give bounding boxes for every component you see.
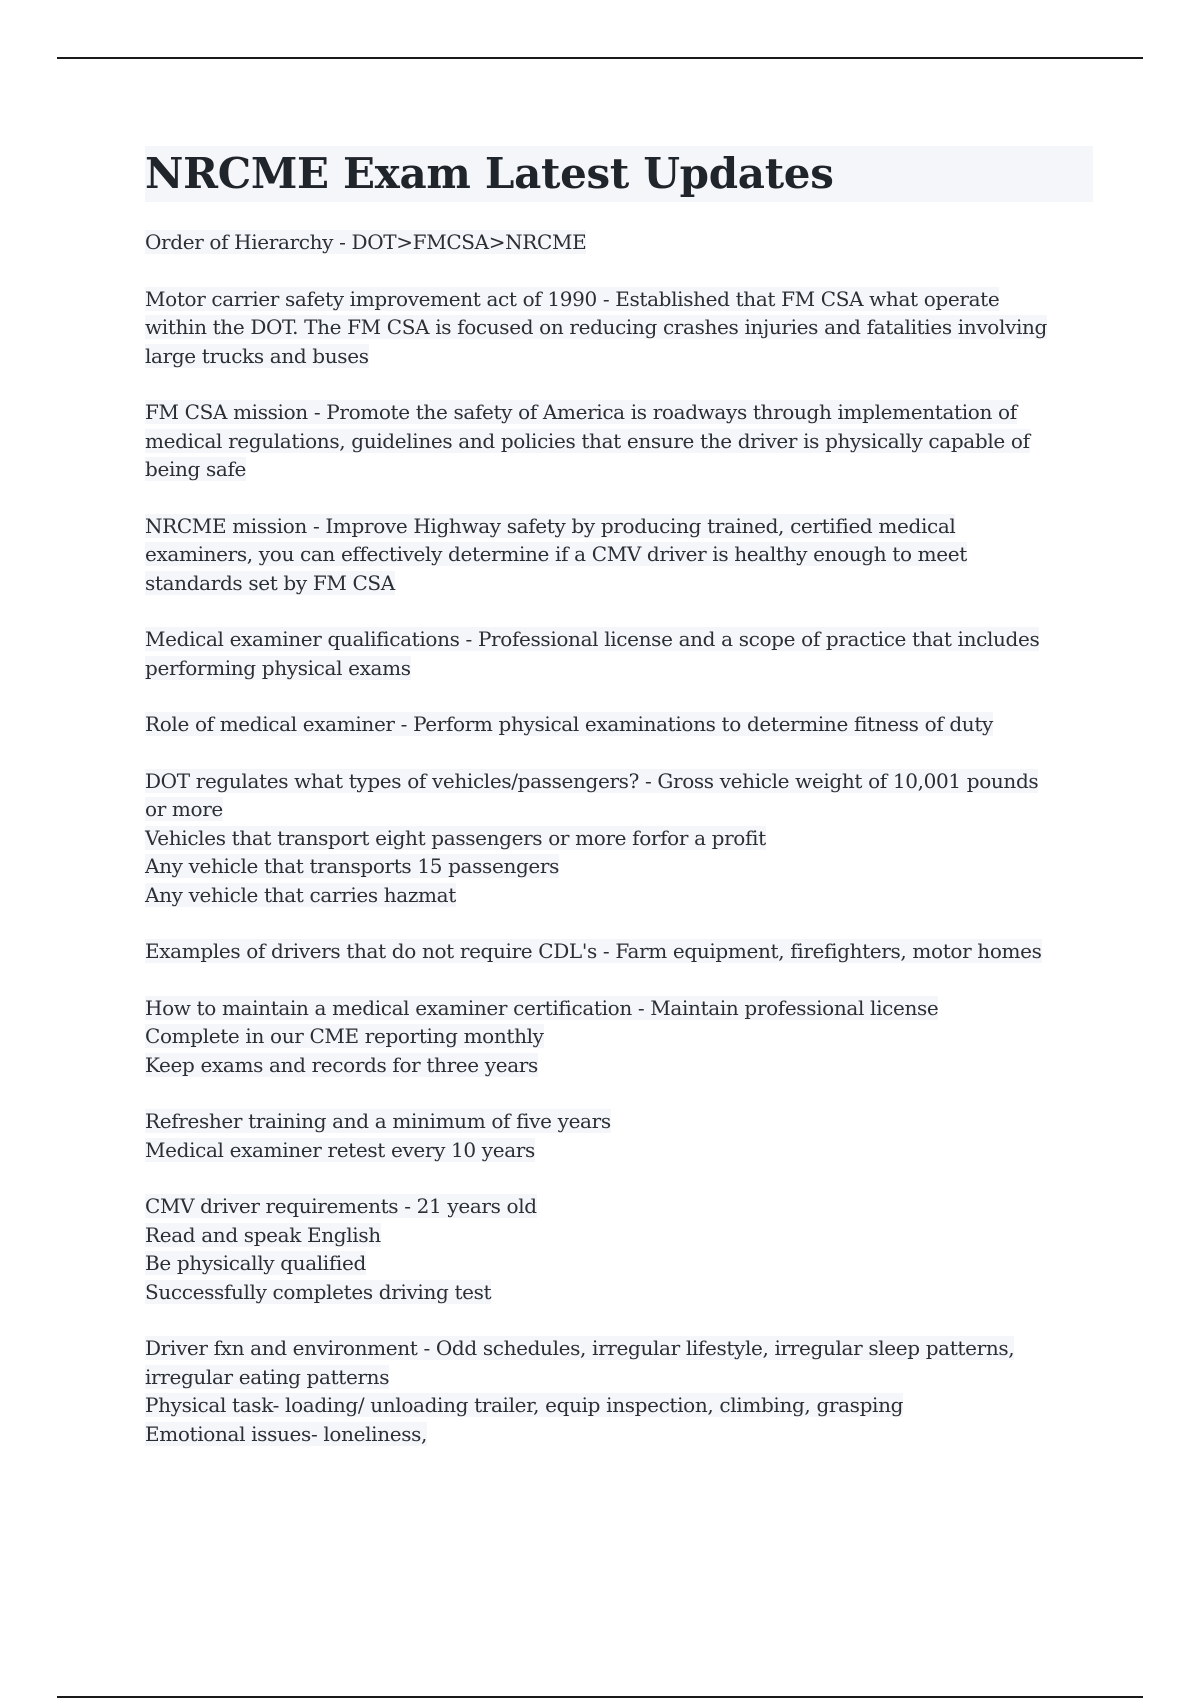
entry-line-text: Read and speak English: [145, 1222, 381, 1247]
entry-line: [145, 1136, 1093, 1165]
entry-line-text: Keep exams and records for three years: [145, 1052, 538, 1077]
entry-line-text: How to maintain a medical examiner certification - Maintain professional license: [145, 995, 939, 1020]
entry-line: [145, 455, 1093, 484]
entry-line: [145, 1420, 1093, 1449]
entry-line-text: large trucks and buses: [145, 343, 369, 368]
entry-line-text: Successfully completes driving test: [145, 1279, 492, 1304]
entry-line-text: examiners, you can effectively determine if a CMV driver is healthy enough to meet: [145, 542, 967, 566]
entry-line: [145, 427, 1093, 456]
entry-line: [145, 1363, 1093, 1392]
entry-line-text: FM CSA mission - Promote the safety of America is roadways through implementation of: [145, 400, 1017, 424]
entry-line: [145, 767, 1093, 796]
entry-paragraph: [145, 625, 1093, 682]
entry-line: [145, 710, 1093, 739]
entry-paragraph: [145, 767, 1093, 910]
entry-line-text: Vehicles that transport eight passengers or more forfor a profit: [145, 825, 766, 850]
entry-line-text: Medical examiner qualifications - Professional license and a scope of practice that includes: [145, 627, 1040, 651]
entry-line: [145, 1022, 1093, 1051]
entry-line: [145, 824, 1093, 853]
top-rule: [57, 57, 1143, 59]
entry-line-text: CMV driver requirements - 21 years old: [145, 1194, 537, 1218]
entry-line: [145, 654, 1093, 683]
entry-line: [145, 1249, 1093, 1278]
document-body: [145, 146, 1093, 1476]
entry-line: [145, 313, 1093, 342]
entry-line: [145, 569, 1093, 598]
entry-paragraph: [145, 710, 1093, 739]
entry-paragraph: [145, 228, 1093, 257]
entry-line: [145, 994, 1093, 1023]
entry-line-text: Driver fxn and environment - Odd schedules, irregular lifestyle, irregular sleep patterns,: [145, 1336, 1015, 1360]
entry-line: [145, 285, 1093, 314]
entry-line-text: within the DOT. The FM CSA is focused on reducing crashes injuries and fatalities involving: [145, 315, 1047, 339]
entry-line: [145, 1334, 1093, 1363]
bottom-rule: [57, 1696, 1143, 1698]
entry-line: [145, 398, 1093, 427]
entry-line-text: Medical examiner retest every 10 years: [145, 1137, 535, 1162]
entry-line: [145, 1051, 1093, 1080]
entry-paragraph: [145, 398, 1093, 484]
entry-line: [145, 1192, 1093, 1221]
entry-line-text: or more: [145, 797, 223, 821]
entry-line: [145, 852, 1093, 881]
entry-line-text: Physical task- loading/ unloading trailer, equip inspection, climbing, grasping: [145, 1393, 904, 1417]
entry-line: [145, 1107, 1093, 1136]
entry-line-text: Emotional issues- loneliness,: [145, 1421, 428, 1446]
entry-line: [145, 881, 1093, 910]
entry-line: [145, 795, 1093, 824]
entry-line: [145, 342, 1093, 371]
title-bar: [145, 146, 1093, 202]
entry-paragraph: [145, 994, 1093, 1080]
entry-paragraph: [145, 1334, 1093, 1448]
entry-line-text: Order of Hierarchy - DOT>FMCSA>NRCME: [145, 230, 587, 254]
entry-line-text: NRCME mission - Improve Highway safety by producing trained, certified medical: [145, 513, 956, 538]
entry-line-text: standards set by FM CSA: [145, 570, 395, 595]
entry-line-text: Complete in our CME reporting monthly: [145, 1024, 544, 1048]
entry-paragraph: [145, 1192, 1093, 1306]
entry-line: [145, 1278, 1093, 1307]
entry-line-text: Examples of drivers that do not require CDL's - Farm equipment, firefighters, motor homes: [145, 939, 1042, 963]
entry-line: [145, 540, 1093, 569]
entry-line-text: Refresher training and a minimum of five years: [145, 1109, 611, 1133]
entry-line: [145, 937, 1093, 966]
entry-line-text: Any vehicle that carries hazmat: [145, 882, 456, 907]
entry-line: [145, 512, 1093, 541]
entry-line: [145, 228, 1093, 257]
entry-line-text: Role of medical examiner - Perform physical examinations to determine fitness of duty: [145, 712, 993, 736]
entry-line: [145, 1221, 1093, 1250]
entry-line-text: medical regulations, guidelines and policies that ensure the driver is physically capable of: [145, 428, 1030, 453]
entry-line-text: irregular eating patterns: [145, 1364, 390, 1389]
entry-line-text: DOT regulates what types of vehicles/passengers? - Gross vehicle weight of 10,001 pounds: [145, 768, 1039, 793]
entry-line-text: Motor carrier safety improvement act of 1990 - Established that FM CSA what operate: [145, 286, 1000, 311]
entry-line-text: Any vehicle that transports 15 passengers: [145, 854, 560, 878]
entry-paragraph: [145, 937, 1093, 966]
entry-line: [145, 1391, 1093, 1420]
entries-list: [145, 228, 1093, 1448]
entry-line-text: Be physically qualified: [145, 1251, 366, 1275]
entry-line: [145, 625, 1093, 654]
entry-line-text: being safe: [145, 457, 247, 481]
document-title: NRCME Exam Latest Updates: [145, 149, 834, 198]
entry-line-text: performing physical exams: [145, 655, 411, 680]
entry-paragraph: [145, 1107, 1093, 1164]
entry-paragraph: [145, 512, 1093, 598]
entry-paragraph: [145, 285, 1093, 371]
